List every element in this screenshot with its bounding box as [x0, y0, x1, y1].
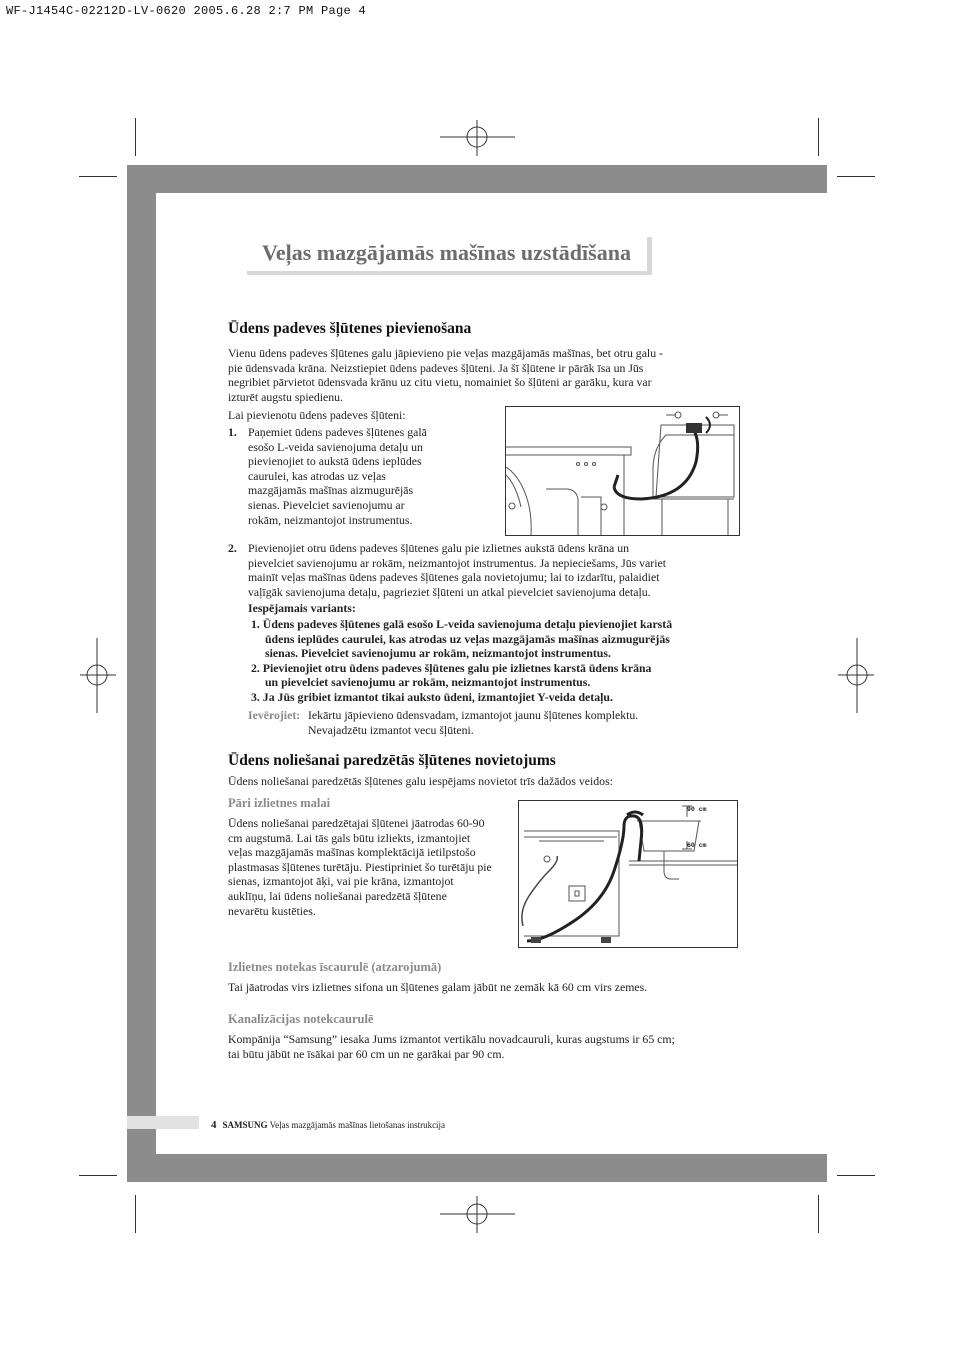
- footer-bar: [127, 1116, 199, 1129]
- bottom-band-left: [127, 1154, 156, 1182]
- step1-number: 1.: [228, 425, 237, 439]
- sub3-text: Kompānija “Samsung” iesaka Jums izmantot vertikālu novadcauruli, kuras augstums ir 65 cm; tai būtu jābūt ne īsākai par 60 cm un ne garākai par 90 cm.: [228, 1032, 675, 1061]
- bottom-band: [127, 1129, 156, 1155]
- section1-intro: Vienu ūdens padeves šļūtenes galu jāpievieno pie veļas mazgājamās mašīnas, bet otru galu - pie ūdensvada krāna. Neizstiepiet ūdens padeves šļūteni. Ja šī šļūtene ir pārāk īsa un Jūs negribiet pārvietot ūdensvada krānu uz citu vietu, nomainiet šo šļūteni ar garāku, kura var izturēt augstu spiedienu.: [228, 346, 663, 404]
- top-band: [127, 165, 827, 193]
- page-number: 4: [211, 1119, 217, 1131]
- section1-heading: Ūdens padeves šļūtenes pievienošana: [228, 320, 472, 337]
- sub2-heading: Izlietnes notekas īscaurulē (atzarojumā): [228, 960, 442, 974]
- page-footer: [211, 1119, 445, 1131]
- section2-intro: Ūdens noliešanai paredzētās šļūtenes galu iespējams novietot trīs dažādos veidos:: [228, 774, 613, 788]
- left-band: [127, 193, 156, 1116]
- note-text: Iekārtu jāpievieno ūdensvadam, izmantojot jaunu šļūtenes komplektu. Nevajadzētu izmantot vecu šļūteni.: [308, 708, 639, 737]
- sub1-heading: Pāri izlietnes malai: [228, 796, 331, 810]
- step2-text: Pievienojiet otru ūdens padeves šļūtenes galu pie izlietnes aukstā ūdens krāna un pievelciet savienojumu ar rokām, neizmantojot instrumentus. Ja nepieciešams, Jūs variet mainīt veļas mašīnas ūdens padeves šļūtenes gala novietojumu; lai to izdarītu, palaidiet vaļīgāk savienojuma detaļu, pagrieziet šļūteni un atkal pievelciet savienojuma detaļu.: [248, 541, 667, 599]
- sub1-text: Ūdens noliešanai paredzētajai šļūtenei jāatrodas 60-90 cm augstumā. Lai tās gals būtu izliekts, izmantojiet veļas mazgājamās mašīnas komplektācijā ietilpstošo plastmasas šļūtenes turētāju. Piestipriniet šo turētāju pie sienas, izmantojot āķi, vai pie krāna, izmantojot auklīņu, lai ūdens noliešanai paredzētā šļūtene nevarētu kustēties.: [228, 816, 492, 918]
- variant-heading: Iespējamais variants:: [248, 601, 356, 615]
- footer-brand: SAMSUNG: [222, 1120, 268, 1130]
- page-title: Veļas mazgājamās mašīnas uzstādīšana: [262, 240, 631, 265]
- section2-heading: Ūdens noliešanai paredzētās šļūtenes novietojums: [228, 752, 556, 769]
- inlet-hose-illustration: [505, 406, 740, 536]
- label-90cm: 90 cm: [687, 806, 707, 813]
- drain-hose-drawing: [519, 801, 737, 947]
- section1-lead: Lai pievienotu ūdens padeves šļūteni:: [228, 408, 406, 422]
- label-60cm: 60 cm: [687, 842, 707, 849]
- sub2-text: Tai jāatrodas virs izlietnes sifona un šļūtenes galam jābūt ne zemāk kā 60 cm virs zemes.: [228, 980, 648, 994]
- step1-text: Paņemiet ūdens padeves šļūtenes galā esošo L-veida savienojuma detaļu un pievienojiet to aukstā ūdens ieplūdes caurulei, kas atrodas uz veļas mazgājamās mašīnas aizmugurējās sienas. Pievelciet savienojumu ar rokām, neizmantojot instrumentus.: [248, 425, 427, 527]
- footer-text: Veļas mazgājamās mašīnas lietošanas instrukcija: [269, 1120, 446, 1130]
- variant-list: 1. Ūdens padeves šļūtenes galā esošo L-veida savienojuma detaļu pievienojiet karstā ūdens ieplūdes caurulei, kas atrodas uz veļas mazgājamās mašīnas aizmugurējās sienas. Pievelciet savienojumu ar rokām, neizmantojot instrumentus. 2. Pievienojiet otru ūdens padeves šļūtenes galu pie izlietnes karstā ūdens krāna un pievelciet savienojumu ar rokām, neizmantojot instrumentus. 3. Ja Jūs gribiet izmantot tikai auksto ūdeni, izmantojiet Y-veida detaļu.: [251, 617, 673, 704]
- drain-hose-illustration: [518, 800, 738, 948]
- bottom-band-right: [156, 1154, 827, 1182]
- print-slug: WF-J1454C-02212D-LV-0620 2005.6.28 2:7 PM Page 4: [6, 4, 367, 18]
- step2-number: 2.: [228, 541, 237, 555]
- note-label: Ievērojiet:: [248, 708, 301, 722]
- sub3-heading: Kanalizācijas notekcaurulē: [228, 1012, 374, 1026]
- washing-machine-back-drawing: [506, 407, 739, 535]
